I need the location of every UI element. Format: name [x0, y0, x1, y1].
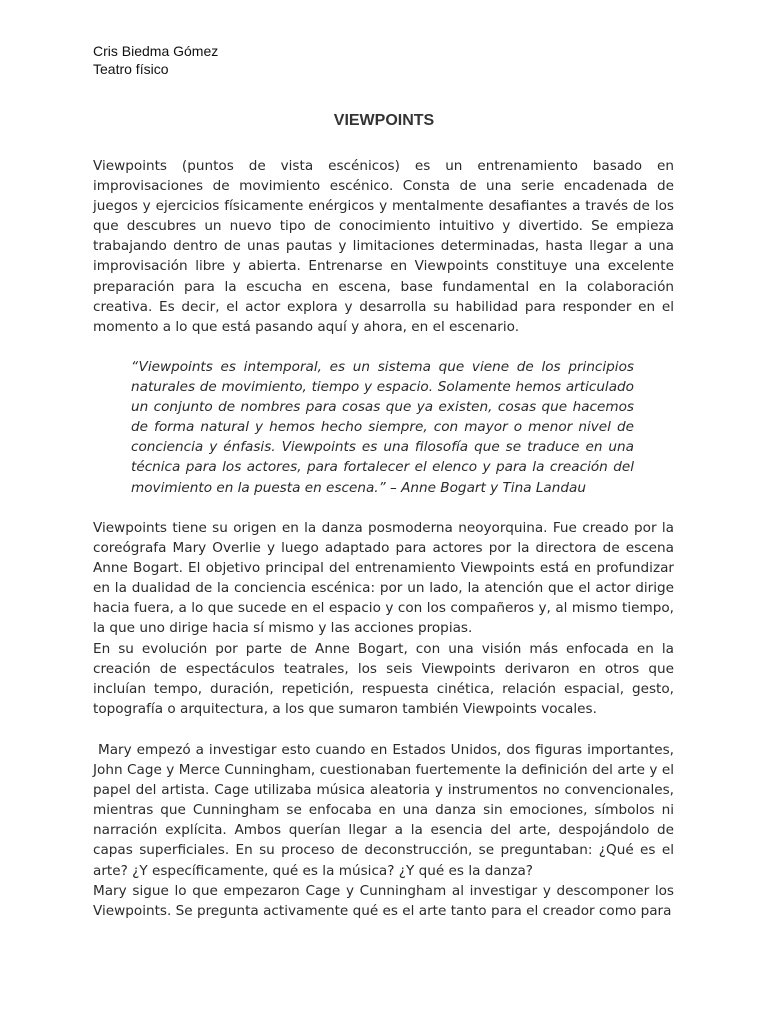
intro-text: Viewpoints (puntos de vista escénicos) es un entrenamiento basado en improvisaciones de movimiento escénico. Consta de una serie encadenada de juegos y ejercicios físicamente enérgicos y mentalmente desafiantes a través de los que descubres un nuevo tipo de conocimiento intuitivo y divertido. Se empieza trabajando dentro de unas pautas y limitaciones determinadas, hasta llegar a una improvisación libre y abierta. Entrenarse en Viewpoints constituye una excelente preparación para la escucha en escena, base fundamental en la colaboración creativa. Es decir, el actor explora y desarrolla su habilidad para responder en el momento a lo que está pasando aquí y ahora, en el escenario.	[93, 158, 674, 335]
mary-continues-paragraph: Mary sigue lo que empezaron Cage y Cunningham al investigar y descomponer los Viewpoints. Se pregunta activamente qué es el arte tanto para el creador como para	[93, 882, 674, 919]
evolution-paragraph: En su evolución por parte de Anne Bogart, con una visión más enfocada en la creación de espectáculos teatrales, los seis Viewpoints derivaron en otros que incluían tempo, duración, repetición, respuesta cinética, relación espacial, gesto, topografía o arquitectura, a los que sumaron también Viewpoints vocales.	[93, 640, 674, 717]
intro-paragraph	[93, 156, 674, 337]
author-name: Cris Biedma Gómez	[93, 43, 219, 59]
quote-block	[131, 357, 634, 498]
mary-paragraph: Mary empezó a investigar esto cuando en Estados Unidos, dos figuras importantes, John Cage y Merce Cunningham, cuestionaban fuertemente la definición del arte y el papel del artista. Cage utilizaba música aleatoria y instrumentos no convencionales, mientras que Cunningham se enfocaba en una danza sin emociones, símbolos ni narración explícita. Ambos querían llegar a la esencia del arte, despojándolo de capas superficiales. En su proceso de deconstrucción, se preguntaban: ¿Qué es el arte? ¿Y específicamente, qué es la música? ¿Y qué es la danza?	[93, 742, 679, 879]
subject-name: Teatro físico	[93, 61, 169, 77]
document-title: VIEWPOINTS	[333, 112, 435, 129]
origin-paragraph: Viewpoints tiene su origen en la danza posmoderna neoyorquina. Fue creado por la coreógrafa Mary Overlie y luego adaptado para actores por la directora de escena Anne Bogart. El objetivo principal del entrenamiento Viewpoints está en profundizar en la dualidad de la conciencia escénica: por un lado, la atención que el actor dirige hacia fuera, a lo que sucede en el espacio y con los compañeros y, al mismo tiempo, la que uno dirige hacia sí mismo y las acciones propias.	[93, 520, 674, 637]
document-header	[93, 42, 218, 78]
origin-section	[93, 518, 674, 719]
mary-section	[93, 740, 679, 921]
quote-text: “Viewpoints es intemporal, es un sistema que viene de los principios naturales de movimiento, tiempo y espacio. Solamente hemos articulado un conjunto de nombres para cosas que ya existen, cosas que hacemos de forma natural y hemos hecho siempre, con mayor o menor nivel de conciencia y énfasis. Viewpoints es una filosofía que se traduce en una técnica para los actores, para fortalecer el elenco y para la creación del movimiento en la puesta en escena.” – Anne Bogart y Tina Landau	[131, 359, 634, 496]
